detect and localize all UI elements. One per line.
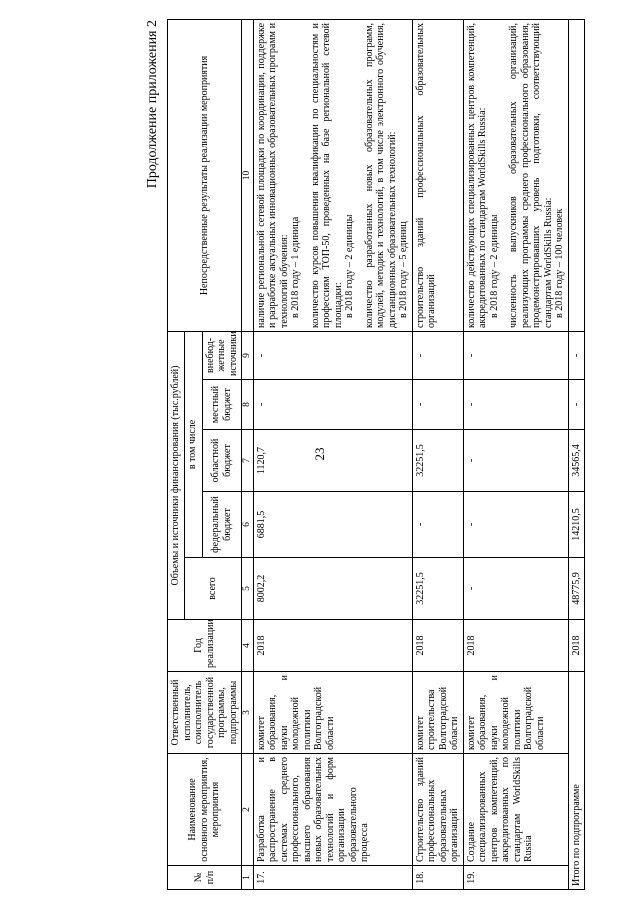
responsible-executor: комитет образования, науки и молодежной политики Волгоградской области	[253, 672, 412, 754]
result-item	[466, 23, 501, 328]
total-row	[568, 19, 585, 889]
result-item	[415, 23, 438, 328]
funding-extrabudgetary: -	[412, 331, 463, 379]
total-regional: 34565,4	[568, 430, 585, 492]
header-col-local: местный бюджет	[202, 380, 242, 430]
activity-results	[463, 19, 568, 331]
total-results-empty	[568, 19, 585, 331]
funding-local: -	[463, 380, 568, 430]
col-number-9: 9	[242, 331, 254, 379]
result-target: в 2018 году – 1 единица	[290, 216, 302, 318]
funding-federal: -	[412, 492, 463, 558]
activity-name: Создание специализированных центров компетенций, аккредитованных по стандартам WorldSkills Russia	[463, 754, 568, 866]
result-item	[256, 23, 302, 328]
implementation-year: 2018	[463, 620, 568, 672]
col-number-2: 2	[242, 754, 254, 866]
col-number-3: 3	[242, 672, 254, 754]
result-text: численность выпускников образовательных организаций, реализующих программы среднего профессионального образования, продемонстрировавших уровень подготовки, соответствующий стандартам WorldSkills Russia:	[508, 22, 554, 328]
header-col-funding: Объемы и источники финансирования (тыс.рублей)	[168, 331, 185, 619]
result-text: количество курсов повышения квалификации по специальностям и профессиям ТОП-50, проведенных на базе региональной сетевой площадки:	[309, 22, 344, 328]
funding-regional: 32251,5	[412, 430, 463, 492]
total-federal: 14210,5	[568, 492, 585, 558]
funding-extrabudgetary: -	[253, 331, 412, 379]
row-number: 17.	[253, 866, 412, 890]
header-col-results: Непосредственные результаты реализации мероприятия	[168, 19, 242, 331]
responsible-executor: комитет образования, науки и молодежной политики Волгоградской области	[463, 672, 568, 754]
result-text: количество действующих специализированных центров компетенций, аккредитованных по стандартам WorldSkills Russia:	[465, 22, 489, 328]
row-number: 19.	[463, 866, 568, 890]
funding-federal: -	[463, 492, 568, 558]
funding-regional: 1120,7	[253, 430, 412, 492]
col-number-5: 5	[242, 558, 254, 620]
continuation-label: Продолжение приложения 2	[145, 20, 160, 189]
result-item	[310, 23, 356, 328]
implementation-year: 2018	[412, 620, 463, 672]
activity-results	[412, 19, 463, 331]
responsible-executor: комитет строительства Волгоградской области	[412, 672, 463, 754]
header-col-fed: федеральный бюджет	[202, 492, 242, 558]
program-activities-table	[167, 19, 585, 890]
funding-total: 8002,2	[253, 558, 412, 620]
funding-local: -	[412, 380, 463, 430]
col-number-1: 1	[242, 866, 254, 890]
result-item	[508, 23, 566, 328]
table-row	[463, 19, 568, 889]
activity-results	[253, 19, 412, 331]
funding-total: -	[463, 558, 568, 620]
page-number: 23	[312, 447, 327, 461]
col-number-6: 6	[242, 492, 254, 558]
result-target: в 2018 году – 2 единицы	[344, 214, 356, 318]
result-text: строительство зданий профессиональных образовательных организаций	[414, 22, 438, 328]
funding-local: -	[253, 380, 412, 430]
header-col-no: № п/п	[168, 866, 242, 890]
col-number-4: 4	[242, 620, 254, 672]
header-col-exec: Ответственный исполнитель, соисполнитель государственной программы, подпрограммы	[168, 672, 242, 754]
col-number-10: 10	[242, 19, 254, 331]
result-target: в 2018 году – 100 человек	[554, 208, 566, 318]
result-target: в 2018 году – 5 единиц	[398, 221, 410, 318]
header-col-name: Наименование основного мероприятия, мероприятия	[168, 754, 242, 866]
col-number-7: 7	[242, 430, 254, 492]
result-item	[364, 23, 410, 328]
header-col-total: всего	[184, 558, 242, 620]
total-year: 2018	[568, 620, 585, 672]
header-col-incl: в том числе	[184, 331, 202, 557]
table-row	[253, 19, 412, 889]
row-number: 18.	[412, 866, 463, 890]
activity-name: Строительство зданий профессиональных образовательных организаций	[412, 754, 463, 866]
total-extrabudgetary: -	[568, 331, 585, 379]
col-number-8: 8	[242, 380, 254, 430]
header-col-reg: областной бюджет	[202, 430, 242, 492]
funding-total: 32251,5	[412, 558, 463, 620]
header-col-year: Год реализации	[168, 620, 242, 672]
funding-federal: 6881,5	[253, 492, 412, 558]
table-row	[412, 19, 463, 889]
total-label: Итого по подпрограмме	[568, 672, 585, 890]
funding-regional: -	[463, 430, 568, 492]
implementation-year: 2018	[253, 620, 412, 672]
funding-extrabudgetary: -	[463, 331, 568, 379]
activity-name: Разработка и распространение в системах среднего профессионального, высшего образования новых образовательных технологий и форм организации образовательного процесса	[253, 754, 412, 866]
total-local: -	[568, 380, 585, 430]
result-text: количество разработанных новых образовательных программ, модулей, методик и технологий, в том числе электронного обучения, дистанционных образовательных технологий:	[363, 22, 398, 328]
result-target: в 2018 году – 2 единицы	[488, 214, 500, 318]
rotated-page-content	[145, 20, 640, 890]
result-text: наличие региональной сетевой площадки по координации, поддержке и разработке актуальных инновационных образовательных программ и технологий обучения:	[255, 22, 290, 328]
total-sum: 48775,9	[568, 558, 585, 620]
header-col-extra: внебюд-жетные источники	[202, 331, 242, 379]
